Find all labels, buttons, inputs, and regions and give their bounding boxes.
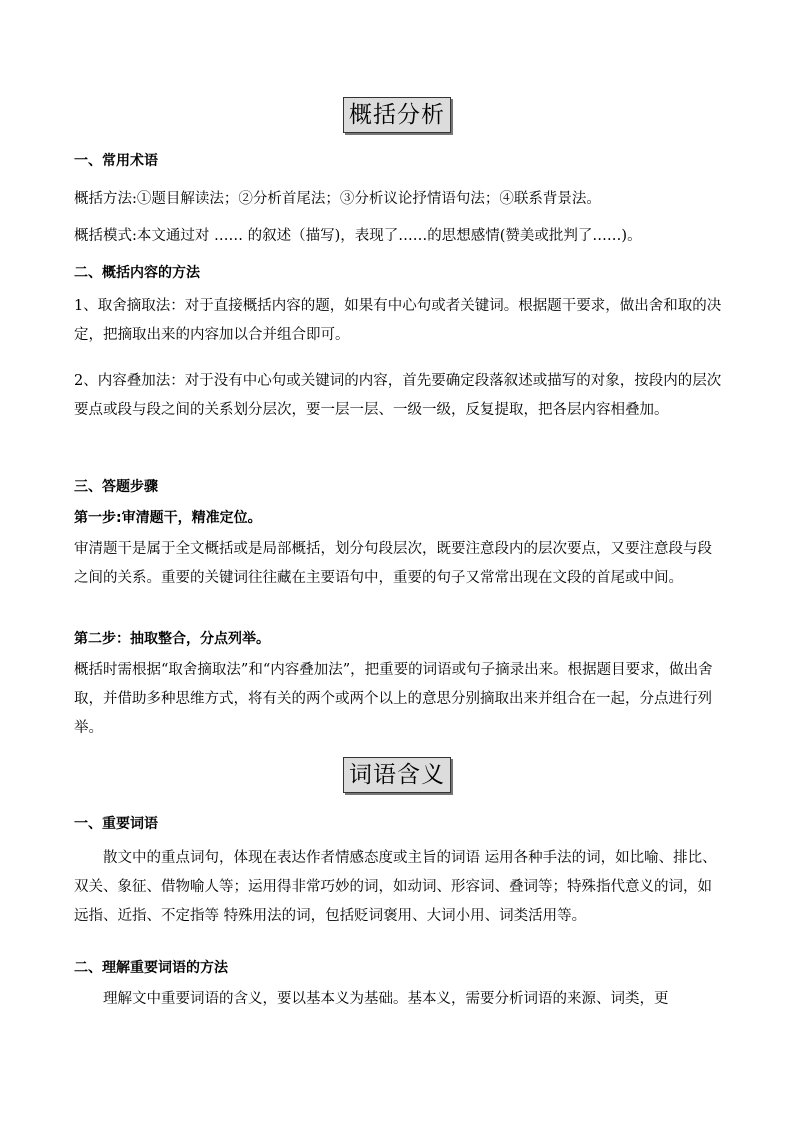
important-words-text: 散文中的重点词句，体现在表达作者情感态度或主旨的词语 运用各种手法的词，如比喻、排比、双关、象征、借物喻人等；运用得非常巧妙的词，如动词、形容词、叠词等；特殊指代意义的词，如远指、近指、不定指等 特殊用法的词，包括贬词褒用、大词小用、词类活用等。 <box>74 850 717 924</box>
term-methods: 概括方法:①题目解读法；②分析首尾法；③分析议论抒情语句法；④联系背景法。 <box>74 191 601 207</box>
heading-common-terms: 一、常用术语 <box>74 153 158 169</box>
heading-understanding-methods: 二、理解重要词语的方法 <box>74 960 228 976</box>
understanding-methods-text: 理解文中重要词语的含义，要以基本义为基础。基本义，需要分析词语的来源、词类，更 <box>103 991 669 1007</box>
step1-heading: 第一步:审清题干，精准定位。 <box>74 510 262 526</box>
step2-text: 概括时需根据“取舍摘取法”和“内容叠加法”，把重要的词语或句子摘录出来。根据题目要求，做出舍取，并借助多种思维方式，将有关的两个或两个以上的意思分别摘取出来并组合在一起，分点进行列举。 <box>74 662 713 736</box>
section-title-summary: 概括分析 <box>343 97 451 133</box>
heading-important-words: 一、重要词语 <box>74 816 158 832</box>
section-title-word-meaning: 词语含义 <box>343 757 451 793</box>
heading-summary-methods: 二、概括内容的方法 <box>74 265 200 281</box>
heading-answer-steps: 三、答题步骤 <box>74 479 158 495</box>
term-pattern: 概括模式:本文通过对 …… 的叙述（描写)，表现了……的思想感情(赞美或批判了……)。 <box>74 228 642 244</box>
step1-text: 审清题干是属于全文概括或是局部概括，划分句段层次，既要注意段内的层次要点，又要注意段与段之间的关系。重要的关键词往往藏在主要语句中，重要的句子又常常出现在文段的首尾或中间。 <box>74 541 712 586</box>
method-extract: 1、取舍摘取法：对于直接概括内容的题，如果有中心句或者关键词。根据题干要求，做出舍和取的决定，把摘取出来的内容加以合并组合即可。 <box>74 298 722 343</box>
step2-heading: 第二步：抽取整合，分点列举。 <box>74 631 270 647</box>
method-stack: 2、内容叠加法：对于没有中心句或关键词的内容，首先要确定段落叙述或描写的对象，按段内的层次要点或段与段之间的关系划分层次，要一层一层、一级一级，反复提取，把各层内容相叠加。 <box>74 373 722 418</box>
